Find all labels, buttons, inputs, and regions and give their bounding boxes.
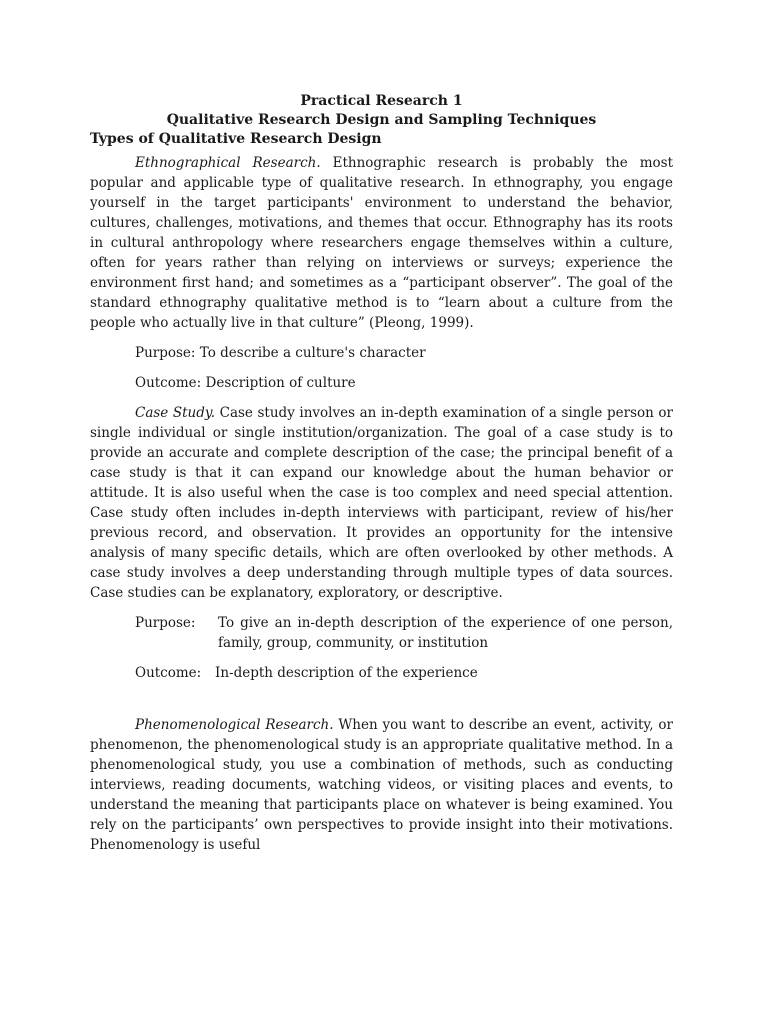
spacer bbox=[90, 693, 673, 715]
case-study-outcome-text: In-depth description of the experience bbox=[215, 665, 478, 681]
case-study-paragraph bbox=[90, 403, 673, 603]
document-subtitle: Qualitative Research Design and Sampling Techniques bbox=[166, 112, 597, 128]
ethnography-outcome: Outcome: Description of culture bbox=[135, 375, 356, 391]
phenomenology-lead: Phenomenological Research. bbox=[135, 717, 334, 733]
case-study-lead: Case Study. bbox=[135, 405, 216, 421]
section-heading: Types of Qualitative Research Design bbox=[90, 131, 382, 147]
case-study-purpose-text: To give an in-depth description of the experience of one person, family, group, community, or institution bbox=[218, 615, 673, 651]
case-study-purpose-label: Purpose: bbox=[135, 615, 196, 631]
phenomenology-body: When you want to describe an event, activity, or phenomenon, the phenomenological study is an appropriate qualitative method. In a phenomenological study, you use a combination of methods, such as conducting interviews, reading documents, watching videos, or visiting places and events, to understand the meaning that participants place on whatever is being examined. You rely on the participants’ own perspectives to provide insight into their motivations. Phenomenology is useful bbox=[90, 717, 673, 853]
case-study-outcome bbox=[90, 663, 673, 683]
ethnography-purpose: Purpose: To describe a culture's character bbox=[135, 345, 426, 361]
case-study-body: Case study involves an in-depth examination of a single person or single individual or single institution/organization. The goal of a case study is to provide an accurate and complete description of the case; the principal benefit of a case study is that it can expand our knowledge about the human behavior or attitude. It is also useful when the case is too complex and need special attention. Case study often includes in-depth interviews with participant, review of his/her previous record, and observation. It provides an opportunity for the intensive analysis of many specific details, which are often overlooked by other methods. A case study involves a deep understanding through multiple types of data sources. Case studies can be explanatory, exploratory, or descriptive. bbox=[90, 405, 673, 601]
phenomenology-paragraph bbox=[90, 715, 673, 855]
ethnography-lead: Ethnographical Research. bbox=[135, 155, 321, 171]
ethnography-body: Ethnographic research is probably the most popular and applicable type of qualitative research. In ethnography, you engage yourself in the target participants' environment to understand the behavior, cultures, challenges, motivations, and themes that occur. Ethnography has its roots in cultural anthropology where researchers engage themselves within a culture, often for years rather than relying on interviews or surveys; experience the environment first hand; and sometimes as a “participant observer”. The goal of the standard ethnography qualitative method is to “learn about a culture from the people who actually live in that culture” (Pleong, 1999). bbox=[90, 155, 673, 331]
case-study-purpose bbox=[90, 613, 673, 653]
document-page bbox=[90, 92, 673, 865]
case-study-outcome-label: Outcome: bbox=[135, 665, 202, 681]
document-title: Practical Research 1 bbox=[300, 93, 463, 109]
ethnography-paragraph bbox=[90, 153, 673, 333]
